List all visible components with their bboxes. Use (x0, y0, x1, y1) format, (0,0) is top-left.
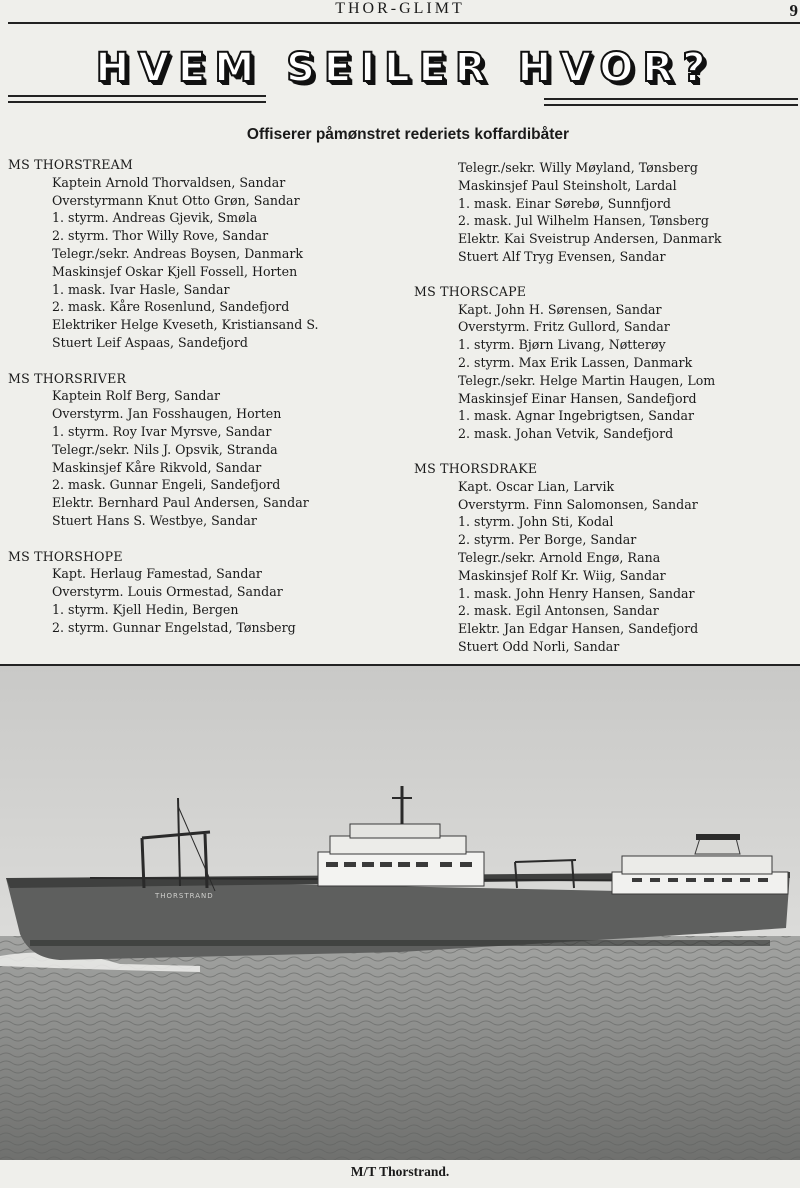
crew-line: Kapt. Herlaug Famestad, Sandar (52, 566, 262, 582)
crew-line: 2. mask. Egil Antonsen, Sandar (458, 603, 659, 619)
ship-block-thorshope (8, 548, 403, 637)
ship-block-thorscape (414, 283, 798, 443)
crew-line: 1. mask. John Henry Hansen, Sandar (458, 585, 695, 601)
crew-line: Stuert Alf Tryg Evensen, Sandar (458, 248, 666, 264)
headline: HVEM SEILER HVOR? (95, 45, 715, 91)
crew-line: 2. mask. Gunnar Engeli, Sandefjord (52, 477, 281, 493)
ship-block-thorsdrake (414, 460, 798, 656)
crew-line: Elektr. Jan Edgar Hansen, Sandefjord (458, 621, 699, 637)
crew-line: Kaptein Arnold Thorvaldsen, Sandar (52, 174, 286, 190)
crew-line: 2. mask. Kåre Rosenlund, Sandefjord (52, 299, 290, 315)
crew-line: 2. mask. Jul Wilhelm Hansen, Tønsberg (458, 213, 709, 229)
photo-caption: M/T Thorstrand. (350, 1164, 450, 1179)
crew-line: Maskinsjef Rolf Kr. Wiig, Sandar (458, 567, 666, 583)
ship-block-continuation (414, 159, 798, 266)
crew-line: Overstyrm. Fritz Gullord, Sandar (458, 319, 670, 335)
crew-line: 2. styrm. Max Erik Lassen, Danmark (458, 354, 693, 370)
ship-name: MS THORSCAPE (414, 283, 527, 299)
ship-name: MS THORSTREAM (8, 157, 134, 172)
crew-line: 1. styrm. Andreas Gjevik, Smøla (52, 210, 258, 226)
crew-line: Maskinsjef Kåre Rikvold, Sandar (52, 459, 262, 475)
crew-line: 2. mask. Johan Vetvik, Sandefjord (458, 426, 674, 442)
crew-line: Elektr. Kai Sveistrup Andersen, Danmark (458, 231, 722, 247)
crew-line: 1. mask. Ivar Hasle, Sandar (52, 281, 230, 297)
crew-list-left-column (8, 156, 403, 637)
running-title: THOR-GLIMT (335, 0, 465, 17)
crew-line: 1. mask. Agnar Ingebrigtsen, Sandar (458, 408, 695, 424)
crew-line: Telegr./sekr. Willy Møyland, Tønsberg (458, 160, 698, 175)
crew-line: 1. mask. Einar Sørebø, Sunnfjord (458, 195, 671, 211)
ship-name: MS THORSHOPE (8, 548, 123, 564)
crew-line: Elektr. Bernhard Paul Andersen, Sandar (52, 495, 309, 511)
crew-line: Telegr./sekr. Helge Martin Haugen, Lom (458, 372, 716, 388)
crew-line: Kaptein Rolf Berg, Sandar (52, 388, 221, 404)
crew-line: Elektriker Helge Kveseth, Kristiansand S. (52, 317, 319, 333)
crew-line: 1. styrm. Kjell Hedin, Bergen (52, 601, 239, 617)
crew-line: Overstyrm. Louis Ormestad, Sandar (52, 584, 283, 600)
crew-line: 2. styrm. Per Borge, Sandar (458, 532, 637, 548)
crew-line: 2. styrm. Thor Willy Rove, Sandar (52, 228, 269, 244)
crew-line: Telegr./sekr. Arnold Engø, Rana (458, 549, 661, 565)
header-rule (8, 22, 800, 24)
ship-name: MS THORSRIVER (8, 370, 127, 386)
crew-line: Kapt. Oscar Lian, Larvik (458, 478, 615, 494)
crew-line: 1. styrm. John Sti, Kodal (458, 514, 614, 530)
crew-line: Maskinsjef Einar Hansen, Sandefjord (458, 390, 697, 406)
tanker-illustration (0, 666, 800, 1160)
crew-line: Telegr./sekr. Andreas Boysen, Danmark (52, 245, 304, 261)
crew-line: Stuert Odd Norli, Sandar (458, 638, 620, 654)
crew-line: Maskinsjef Paul Steinsholt, Lardal (458, 177, 677, 193)
crew-line: Overstyrmann Knut Otto Grøn, Sandar (52, 192, 300, 208)
crew-line: Stuert Leif Aspaas, Sandefjord (52, 334, 248, 350)
article-subtitle: Offiserer påmønstret rederiets koffardibåter (246, 126, 570, 143)
crew-line: Overstyrm. Finn Salomonsen, Sandar (458, 496, 698, 512)
ship-photo (0, 664, 800, 1162)
crew-line: Kapt. John H. Sørensen, Sandar (458, 301, 662, 317)
crew-line: Maskinsjef Oskar Kjell Fossell, Horten (52, 263, 298, 279)
ship-block-thorsriver (8, 370, 403, 530)
crew-list-right-column (414, 159, 798, 656)
headline-rule-right (544, 98, 798, 108)
headline-rule-left (8, 95, 266, 105)
crew-line: 1. styrm. Bjørn Livang, Nøtterøy (458, 337, 666, 353)
crew-line: 2. styrm. Gunnar Engelstad, Tønsberg (52, 619, 296, 635)
ship-block-thorstream (8, 156, 403, 352)
crew-line: Telegr./sekr. Nils J. Opsvik, Stranda (52, 441, 278, 457)
hull-name: THORSTRAND (155, 892, 214, 900)
running-header (0, 0, 800, 26)
crew-line: Stuert Hans S. Westbye, Sandar (52, 512, 257, 528)
crew-line: 1. styrm. Roy Ivar Myrsve, Sandar (52, 423, 272, 439)
page-number: 9 (789, 1, 798, 20)
crew-line: Overstyrm. Jan Fosshaugen, Horten (52, 406, 282, 422)
ship-name: MS THORSDRAKE (414, 460, 538, 476)
